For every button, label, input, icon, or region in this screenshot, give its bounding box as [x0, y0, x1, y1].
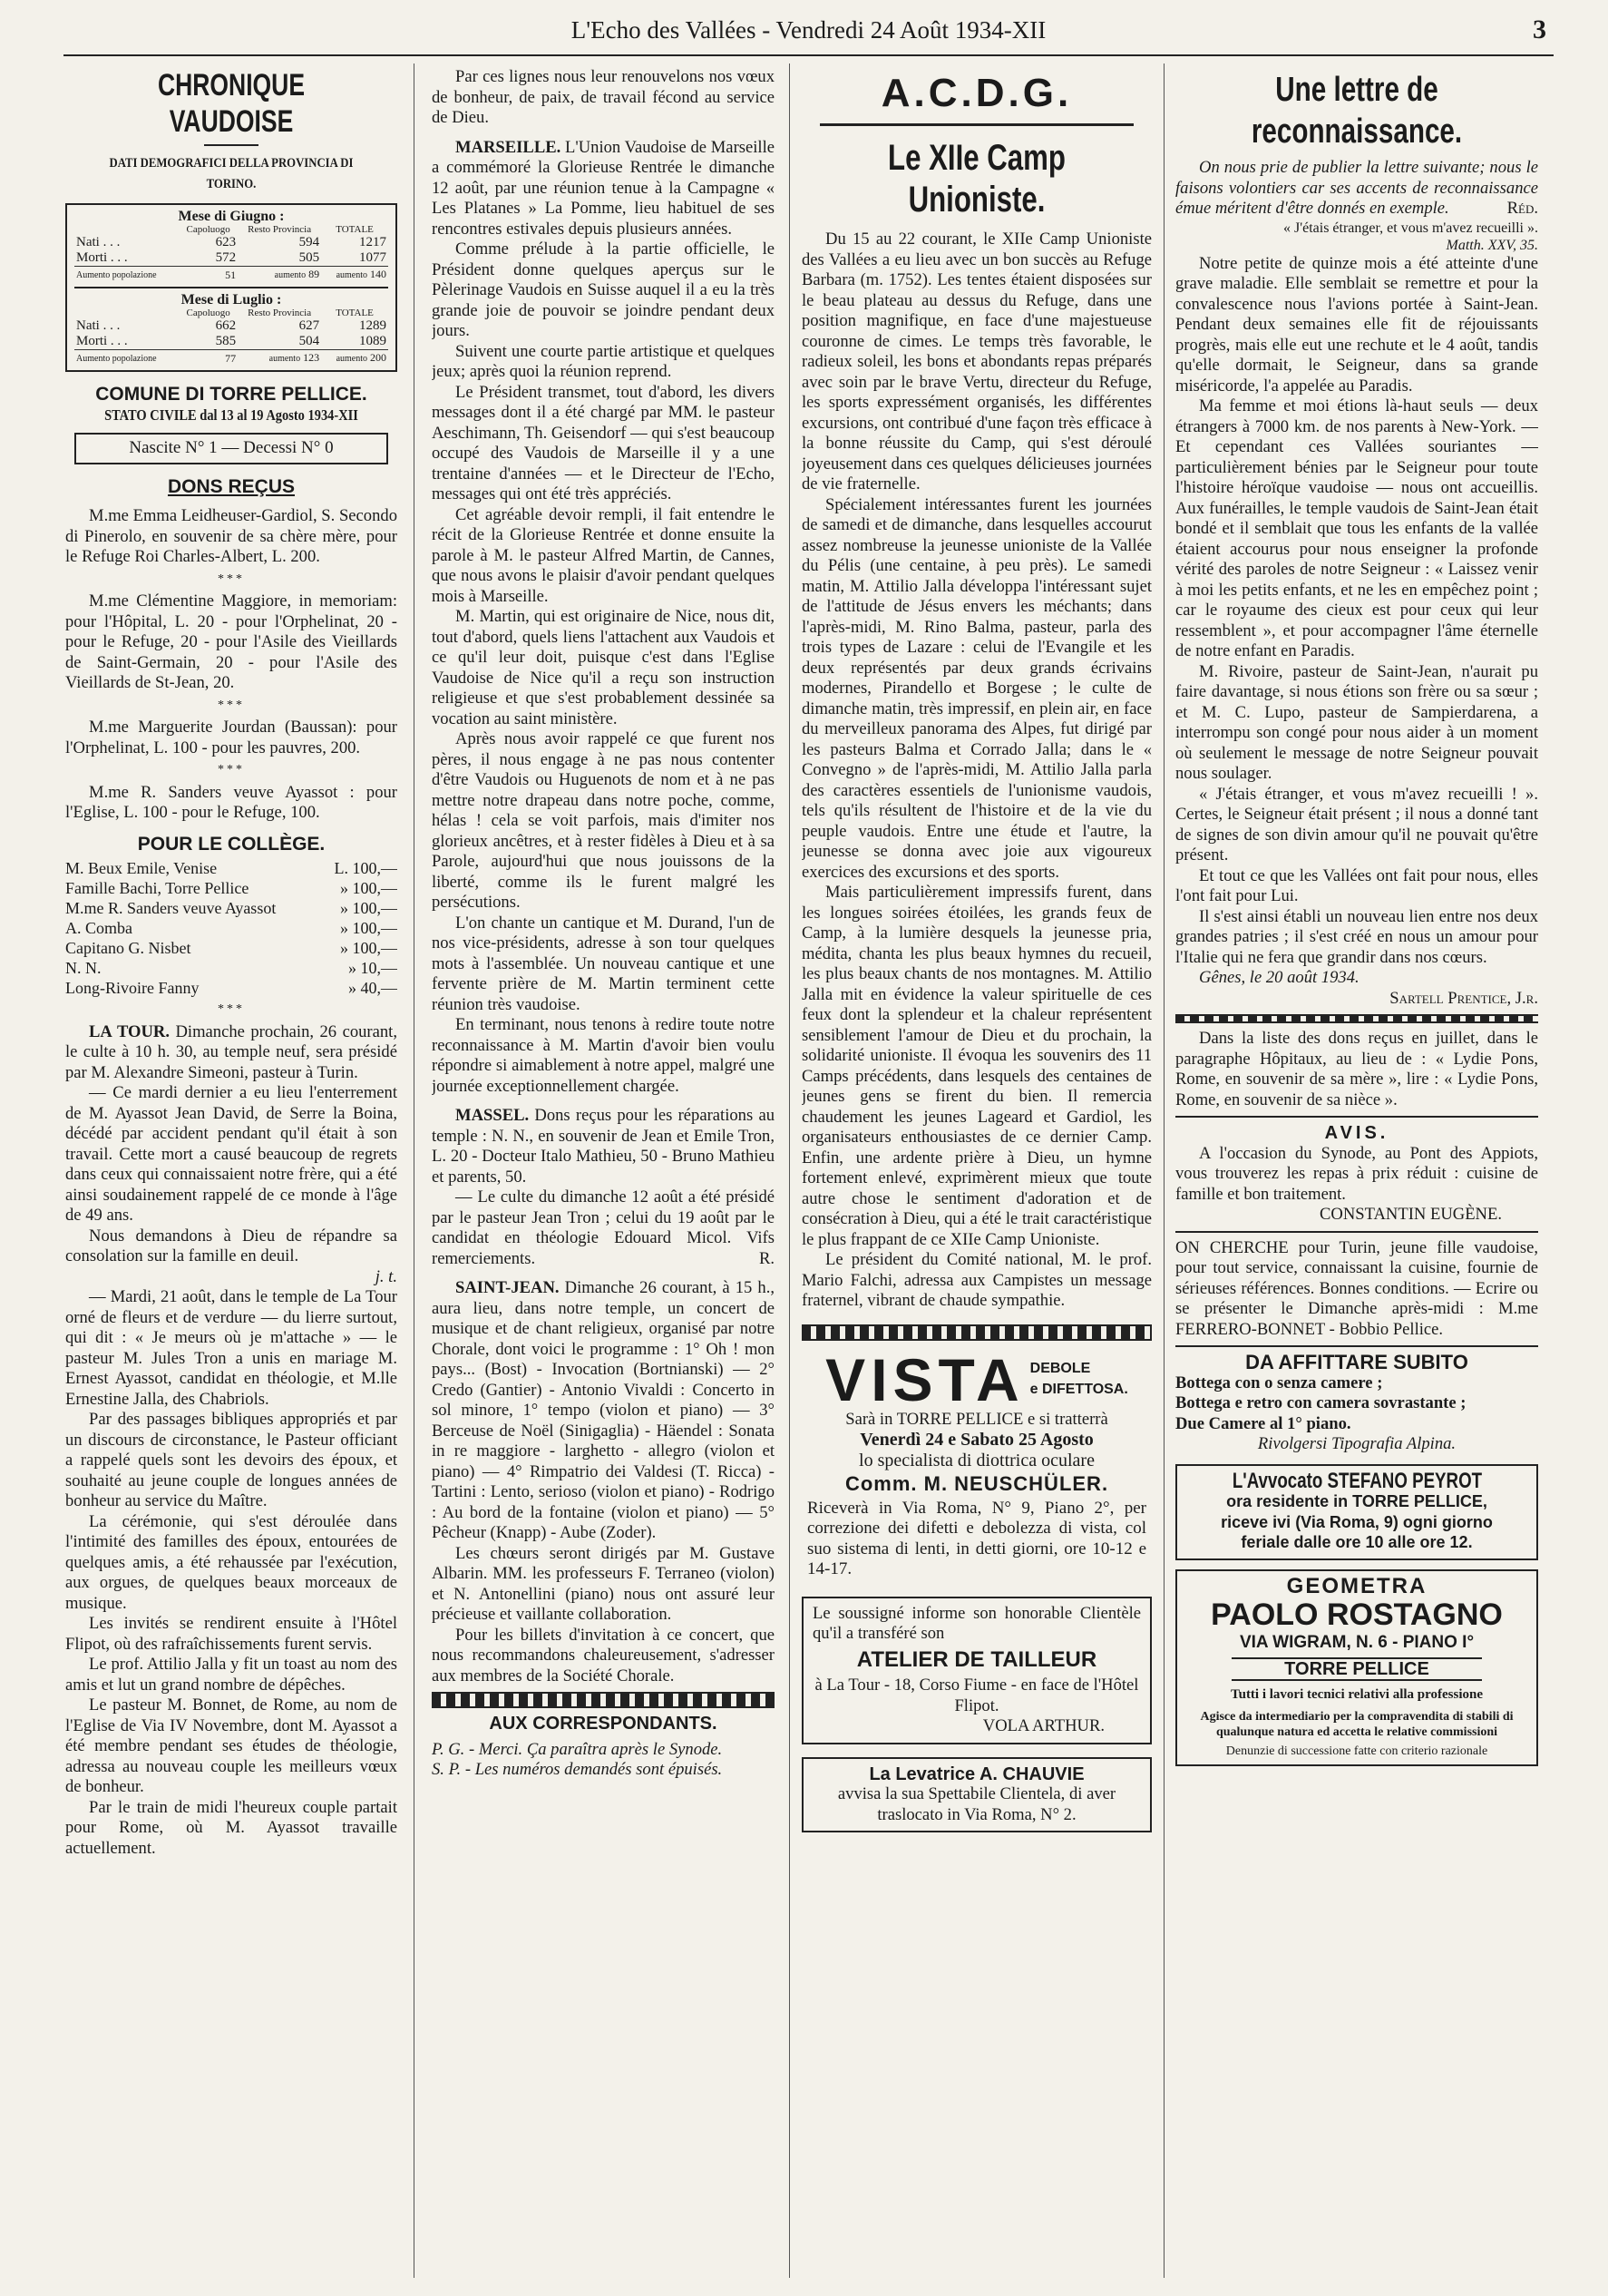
avvocato-line-3: riceve ivi (Via Roma, 9) ogni giorno	[1221, 1512, 1493, 1531]
stats-head: Capoluogo	[186, 308, 230, 318]
stats-month: Mese di Giugno :	[178, 209, 285, 224]
stats-cell: 585	[215, 334, 237, 348]
stats-cell: 627	[298, 318, 320, 333]
lettre-para: Il s'est ainsi établi un nouveau lien entre nos deux grandes patries ; il s'est créé en nous un amour pour l'Italie qui ne fera que grandir dans nos cœurs.	[1175, 906, 1538, 967]
levatrice-line-1: La Levatrice A. CHAUVIE	[869, 1764, 1085, 1784]
stats-cell: aumento 123	[268, 351, 320, 364]
lettre-para: M. Rivoire, pasteur de Saint-Jean, n'aurait pu faire davantage, si nous étions son frère ou sa sœur ; et M. C. Lupo, pasteur de Sampierdarena, a interrompu son congé pour nous aider à un moment où seulement le message de notre Seigneur pouvait nous soulager.	[1175, 661, 1538, 783]
stats-label: Aumento popolazione	[76, 353, 157, 364]
stats-cell: aumento 200	[336, 351, 386, 364]
latour-para: Le pasteur M. Bonnet, de Rome, au nom de l'Eglise de Via IV Novembre, dont M. Ayassot a été membre pendant ses études de théologie, adressa au nouveau couple les meilleurs vœux de bonheur.	[65, 1695, 397, 1796]
don-item: M.me R. Sanders veuve Ayassot : pour l'Eglise, L. 100 - pour le Refuge, 100.	[65, 782, 397, 822]
marseille-para: Comme prélude à la partie officielle, le Président donne quelques aperçus sur le Pèlerinage Vaudois en Suisse auquel il a eu la très grande joie de pouvoir se joindre pendant deux jours.	[432, 239, 775, 340]
stats-row	[74, 318, 388, 334]
latour-para-3: Nous demandons à Dieu de répandre sa consolation sur la famille en deuil.	[65, 1226, 397, 1265]
stats-cell: 51	[225, 268, 237, 281]
camp-para: Spécialement intéressantes furent les journées de samedi et de dimanche, dans lesquelles accourut assez nombreuse la jeunesse unioniste de la Vallée du Pélis (une centaine, à peu près). Le samedi matin, M. Attilio Jalla développa l'intéressant sujet de l'attitude de Jésus envers les méchants; dans l'après-midi, M. Rino Balma, pasteur, parla des trois types de Lazare : celui de l'Evangile et les deux représentés par deux grands écrivains modernes, Pirandello et Borgese ; le culte de dimanche matin, très impressif, en plein air, en face du merveilleux panorama des Alpes, fut dirigé par les pasteurs Balma et Corrado Jalla; dans le « Convegno » de l'après-midi, M. Attilio Jalla parla des caractères essentiels de l'unionisme vaudois, tels qu'ils résultent de l'histoire et de la vie du peuple vaudois. Entre une étude et l'autre, la jeunesse se donna avec joie aux vigoureux exercices des excursions et des sports.	[802, 494, 1152, 882]
page-header	[63, 13, 1554, 56]
latour-para-1: LA TOUR. Dimanche prochain, 26 courant, le culte à 10 h. 30, au temple neuf, sera présidé par M. Alexandre Simeoni, pasteur à Turin.	[65, 1021, 397, 1082]
geometra-line-6: Agisce da intermediario per la compravendita di stabili di qualunque natura ed accetta le relative commissioni	[1200, 1709, 1514, 1739]
stats-cell: 505	[298, 250, 320, 265]
lettre-para: Ma femme et moi étions là-haut seuls — deux étrangers à 7000 km. de nos parents à New-York. — Et cependant ces Vallées souriantes — particulièrement bénies par le Seigneur pour toute l'histoire héroïque vaudoise — nous ont accueillis. Aux funérailles, le temple vaudois de Saint-Jean était bondé et il semblait que tous les enfants de la vallée étaient accourus pour nous enseigner la profonde vérité des paroles de notre Seigneur : « Laissez venir à moi les petits enfants, et ne les en empêchez point ; car le royaume des cieux est pour ceux qui leur ressemblent », et pour accompagner l'âme éternelle de notre enfant en Paradis.	[1175, 396, 1538, 660]
levatrice-line-2: avvisa la sua Spettabile Clientela, di aver traslocato in Via Roma, N° 2.	[837, 1784, 1116, 1824]
latour-para: — Mardi, 21 août, dans le temple de La Tour orné de fleurs et de verdure — du lierre surtout, qui dit : « Je meurs où je m'attache » — le pasteur M. Jules Tron a unis en mariage M. Ernest Ayassot, candidat en théologie, et M.lle Ernestine Jalla, des Chabriols.	[65, 1287, 397, 1409]
corr-line-2: S. P. - Les numéros demandés sont épuisés.	[432, 1760, 723, 1779]
stats-head: Resto Provincia	[248, 224, 312, 235]
vista-word: VISTA	[825, 1345, 1025, 1413]
affittare-title: DA AFFITTARE SUBITO	[1245, 1351, 1468, 1373]
column-rule	[789, 64, 790, 2278]
avis-title: AVIS.	[1324, 1123, 1389, 1143]
marseille-para-1: MARSEILLE. L'Union Vaudoise de Marseille a commémoré la Glorieuse Rentrée le dimanche 12 août, par une réunion tenue à la Campagne « Les Platanes » La Pomme, lieu habituel de ses rencontres estivales depuis plusieurs années.	[432, 137, 775, 239]
stats-cell: aumento 140	[336, 268, 386, 280]
cherche-ad: ON CHERCHE pour Turin, jeune fille vaudoise, pour tout service, connaissant la cuisine, fournie de sérieuses références. Bonnes conditions. — Ecrire ou se présenter le Dimanche après-midi : M.me FERRERO-BONNET - Bobbio Pellice.	[1175, 1237, 1538, 1339]
column-1	[65, 60, 397, 2287]
stats-cell: 1289	[359, 318, 386, 333]
affittare-line-1: Bottega con o senza camere ;	[1175, 1373, 1383, 1392]
geometra-line-4: TORRE PELLICE	[1232, 1657, 1482, 1682]
decorative-border	[1175, 1014, 1538, 1023]
lettre-para: Notre petite de quinze mois a été atteinte d'une grave maladie. Elle semblait se remettre et pour la convalescence nous l'avions portée à Saint-Jean. Pendant deux semaines elle fit de réjouissants progrès, mais elle eut une rechute et le 4 août, tandis qu'elle dormait, le Seigneur, dans sa grande miséricorde, l'a appelée au Paradis.	[1175, 253, 1538, 396]
don-item: M.me Emma Leidheuser-Gardiol, S. Secondo di Pinerolo, en souvenir de sa chère mère, pour le Refuge Roi Charles-Albert, L. 200.	[65, 506, 397, 566]
stats-label: Nati . . .	[76, 235, 121, 249]
dons-title: DONS REÇUS	[167, 475, 296, 497]
avvocato-line-2: ora residente in TORRE PELLICE,	[1226, 1492, 1487, 1510]
avis-text: A l'occasion du Synode, au Pont des Appiots, vous trouverez les repas à prix réduit : cuisine de famille et bon traitement.	[1175, 1143, 1538, 1204]
don-item: M.me Clémentine Maggiore, in memoriam: pour l'Hôpital, L. 20 - pour l'Orphelinat, 20 - pour le Refuge, 20 - pour l'Asile des Vieillards de Saint-Germain, 20 - pour l'Asile des Vieillards de St-Jean, 20.	[65, 591, 397, 692]
separator-stars: ***	[218, 572, 245, 586]
stats-row	[74, 334, 388, 350]
geometra-line-3: VIA WIGRAM, N. 6 - PIANO I°	[1239, 1633, 1475, 1652]
tailleur-sig: VOLA ARTHUR.	[982, 1716, 1105, 1735]
stats-month: Mese di Luglio :	[180, 292, 282, 308]
college-name: N. N.	[65, 959, 102, 977]
corr-line-1: P. G. - Merci. Ça paraîtra après le Synode.	[432, 1739, 723, 1759]
college-row	[65, 878, 397, 898]
college-name: Capitano G. Nisbet	[65, 939, 191, 957]
correspondants-title: AUX CORRESPONDANTS.	[489, 1714, 717, 1734]
college-amount: » 100,—	[340, 879, 397, 897]
latour-para: Le prof. Attilio Jalla y fit un toast au nom des amis et lut un grand nombre de dépêches.	[65, 1655, 397, 1695]
stats-cell: 1089	[359, 334, 386, 348]
stjean-para-2: Les chœurs seront dirigés par M. Gustave Albarin. MM. les professeurs F. Terraneo (violon) et N. Antonellini (piano) nous ont assuré leur précieuse et vaillante collaboration.	[432, 1543, 775, 1624]
college-amount: » 100,—	[340, 919, 397, 937]
vista-line-2: Venerdì 24 e Sabato 25 Agosto	[860, 1430, 1094, 1450]
marseille-para: M. Martin, qui est originaire de Nice, nous dit, tout d'abord, quels liens l'attachent aux Vaudois et ce qu'il leur doit, puisque c'est dans l'Eglise Vaudoise de Nice qu'il a reçu son instruction religieuse et que s'est probablement dessinée sa vocation au saint ministère.	[432, 607, 775, 728]
lettre-date: Gênes, le 20 août 1934.	[1199, 968, 1359, 987]
vista-line-5: Riceverà in Via Roma, N° 9, Piano 2°, per correzione dei difetti e debolezza di vista, col suo sistema di lenti, in detti giorni, ore 10-12 e 14-17.	[807, 1498, 1146, 1578]
separator-stars: ***	[218, 1002, 245, 1016]
stjean-para-3: Pour les billets d'invitation à ce concert, que nous recommandons chaleureusement, s'adresser aux membres de la Société Chorale.	[432, 1625, 775, 1685]
tailleur-line-3: à La Tour - 18, Corso Fiume - en face de l'Hôtel Flipot.	[814, 1676, 1139, 1715]
stats-table	[74, 292, 388, 366]
college-row	[65, 858, 397, 878]
stats-head: Capoluogo	[186, 224, 230, 235]
avis-sig: CONSTANTIN EUGÈNE.	[1320, 1205, 1502, 1224]
col2-intro: Par ces lignes nous leur renouvelons nos vœux de bonheur, de paix, de travail fécond au service de Dieu.	[432, 67, 775, 127]
college-row	[65, 938, 397, 958]
stats-cell: 662	[215, 318, 237, 333]
tailleur-line-2: ATELIER DE TAILLEUR	[856, 1646, 1097, 1672]
separator-stars: ***	[218, 698, 245, 712]
column-3	[802, 60, 1152, 2287]
latour-para: Par des passages bibliques appropriés et par un discours de circonstance, le Pasteur officiant a rappelé quels sont les devoirs des époux, et souhaité au jeune couple de longues années de bonheur au service du Maître.	[65, 1410, 397, 1510]
stats-row	[74, 235, 388, 250]
nascite-box: Nascite N° 1 — Decessi N° 0	[74, 433, 388, 464]
tailleur-line-1: Le soussigné informe son honorable Clientèle qu'il a transféré son	[813, 1603, 1141, 1643]
masthead: L'Echo des Vallées - Vendredi 24 Août 1934-XII	[570, 16, 1047, 44]
college-amount: » 10,—	[348, 959, 397, 977]
stats-cell: 572	[215, 250, 237, 265]
college-amount: » 40,—	[348, 979, 397, 997]
latour-para: Les invités se rendirent ensuite à l'Hôtel Flipot, où des rafraîchissements furent servis.	[65, 1614, 397, 1654]
camp-para: Le président du Comité national, M. le prof. Mario Falchi, adressa aux Campistes un message fraternel, vibrant de chaude sympathie.	[802, 1250, 1152, 1310]
geometra-line-2: PAOLO ROSTAGNO	[1211, 1597, 1503, 1632]
latour-para: Par le train de midi l'heureux couple partait pour Rome, où M. Ayassot travaille actuellement.	[65, 1797, 397, 1858]
lettre-signature: Sartell Prentice, J.r.	[1389, 988, 1538, 1008]
acdg-title: A.C.D.G.	[881, 71, 1073, 115]
college-name: M. Beux Emile, Venise	[65, 859, 218, 877]
decorative-border	[432, 1692, 775, 1708]
vista-ad	[802, 1346, 1152, 1584]
college-name: A. Comba	[65, 919, 132, 937]
marseille-para: Cet agréable devoir rempli, il fait entendre le récit de la Glorieuse Rentrée et donne ensuite la parole à M. le pasteur Alfred Martin, de Cannes, que nous avons le plaisir d'avoir pendant quelques mois à Marseille.	[432, 504, 775, 606]
lettre-para: « J'étais étranger, et vous m'avez recueilli ! ». Certes, le Seigneur était présent ; il nous a donné tant de signes de son divin amour qu'il ne pouvait qu'être présent.	[1175, 784, 1538, 865]
geometra-line-5: Tutti i lavori tecnici relativi alla professione	[1230, 1687, 1484, 1702]
college-amount: » 100,—	[340, 939, 397, 957]
stats-label: Morti . . .	[76, 334, 128, 348]
avvocato-line-1: L'Avvocato STEFANO PEYROT	[1232, 1468, 1482, 1493]
stats-label: Morti . . .	[76, 250, 128, 265]
stats-cell: 623	[215, 235, 237, 249]
geometra-line-1: GEOMETRA	[1286, 1573, 1428, 1598]
lettre-intro: On nous prie de publier la lettre suivante; nous le faisons volontiers car ses accents de reconnaissance émue méritent d'être donnés en exemple. Réd.	[1175, 158, 1538, 218]
camp-para: Du 15 au 22 courant, le XIIe Camp Unioniste des Vallées a eu lieu avec un bon succès au Refuge Barbara (m. 1752). Les tentes étaient disposées sur le beau plateau au dessus du Refuge, dans une position magnifique, en face d'une majestueuse couronne de cimes. Le temps très favorable, le radieux soleil, les bons et abondants repas préparés avec soin par le brave Vertu, directeur du Refuge, les sports expressément organisés, les différentes excursions, ont contribué d'une façon très efficace à la bonne réussite du Camp, qui s'est déroulé joyeusement dans ces quelques délicieuses journées de vie fraternelle.	[802, 230, 1152, 493]
stats-cell: 594	[298, 235, 320, 249]
vista-side-1: DEBOLE	[1029, 1361, 1091, 1376]
stats-head: TOTALE	[336, 224, 374, 235]
vista-side-2: e DIFETTOSA.	[1029, 1381, 1128, 1397]
marseille-para: Après nous avoir rappelé ce que furent nos pères, il nous engage à ne pas nous contenter d'être Vaudois ou Huguenots de nom et à ne pas mettre notre drapeau dans notre poche, comme, hélas ! cela se voit parfois, mais d'imiter nos glorieux ancêtres, et à rester fidèles à Dieu et à sa Parole, aujourd'hui que nous jouissons de la liberté, comme ils le furent malgré les persécutions.	[432, 729, 775, 912]
decorative-border	[802, 1324, 1152, 1341]
marseille-para: Suivent une courte partie artistique et quelques jeux; après quoi la réunion reprend.	[432, 341, 775, 381]
stato-civile: STATO CIVILE dal 13 al 19 Agosto 1934-XII	[104, 405, 358, 424]
stats-table	[74, 209, 388, 283]
stats-cell: 77	[225, 351, 237, 365]
college-row	[65, 898, 397, 918]
tailleur-ad	[802, 1597, 1152, 1744]
marseille-para: Le Président transmet, tout d'abord, les divers messages dont il a été chargé par MM. le pasteur Aeschimann, Th. Geisendorf — qui s'est beaucoup occupé des Vaudois de Marseille il y a une trentaine d'années — et le Directeur de l'Echo, messages qui ont été très appréciés.	[432, 382, 775, 503]
stats-row	[74, 250, 388, 267]
camp-title: Le XIIe Camp Unioniste.	[888, 138, 1066, 220]
avvocato-line-4: feriale dalle ore 10 alle ore 12.	[1241, 1533, 1473, 1551]
affittare-line-4: Rivolgersi Tipografia Alpina.	[1257, 1434, 1457, 1453]
affittare-line-2: Bottega e retro con camera sovrastante ;	[1175, 1393, 1467, 1412]
lettre-title: Une lettre de reconnaissance.	[1251, 71, 1463, 151]
college-name: M.me R. Sanders veuve Ayassot	[65, 899, 277, 917]
latour-para: La cérémonie, qui s'est déroulée dans l'intimité des familles des époux, entourées de quelques amis, a été rehaussée par l'exécution, aux orgues, de quelques beaux morceaux de musique.	[65, 1511, 397, 1613]
levatrice-ad	[802, 1757, 1152, 1833]
stats-cell: 1077	[359, 250, 386, 265]
stats-label: Nati . . .	[76, 318, 121, 333]
column-2	[432, 60, 775, 2287]
column-rule	[1164, 64, 1165, 2278]
college-title: POUR LE COLLÈGE.	[137, 833, 326, 855]
vista-line-3: lo specialista di diottrica oculare	[859, 1450, 1095, 1470]
college-donations-table	[65, 858, 397, 998]
massel-para-2: — Le culte du dimanche 12 août a été présidé par le pasteur Jean Tron ; celui du 19 août par le candidat en théologie Edouard Micol. Vifs remerciements. R.	[432, 1187, 775, 1268]
column-4	[1175, 60, 1538, 2287]
don-item: M.me Marguerite Jourdan (Baussan): pour l'Orphelinat, L. 100 - pour les pauvres, 200.	[65, 718, 397, 757]
initials: j. t.	[375, 1266, 397, 1286]
stats-cell: 504	[298, 334, 320, 348]
massel-para-1: MASSEL. Dons reçus pour les réparations au temple : N. N., en souvenir de Jean et Emile Tron, L. 20 - Docteur Italo Mathieu, 50 - Bruno Mathieu et parents, 50.	[432, 1106, 775, 1187]
stats-cell: 1217	[359, 235, 386, 249]
college-name: Long-Rivoire Fanny	[65, 979, 200, 997]
camp-para: Mais particulièrement impressifs furent, dans les longues soirées étoilées, les grands feux de Camp, à la lumière desquels la jeunesse pria, médita, chanta les plus beaux hymnes du recueil, les plus beaux chants de nos montagnes. M. Attilio Jalla mit en évidence la valeur spirituelle de ces feux dont la splendeur et la chaleur représentent sensiblement l'amour de Dieu et du prochain, la solidarité unioniste. Il évoqua les souvenirs des 11 Camps précédents, dans lesquels des centaines de jeunes gens se firent du bien. Il remercia chaudement les jeunes Lageard et Gardiol, les organisateurs enthousiastes de ce dernier Camp. Enfin, une ardente prière à Dieu, un hymne fortement enlevé, exprimèrent mieux que toute autre chose le sentiment d'adoration et de consécration à Dieu, qui a été le trait caractéristique le plus frappant de ce XIIe Camp Unioniste.	[802, 883, 1152, 1249]
separator-stars: ***	[218, 763, 245, 777]
college-row	[65, 958, 397, 978]
vista-line-4: Comm. M. NEUSCHÜLER.	[844, 1472, 1109, 1495]
page-number: 3	[1533, 15, 1546, 44]
lettre-quote: « J'étais étranger, et vous m'avez recueilli ». Matth. XXV, 35.	[1282, 220, 1538, 253]
stats-label: Aumento popolazione	[76, 269, 157, 280]
stats-cell: aumento 89	[274, 268, 320, 280]
demographics-box	[65, 203, 397, 372]
chronique-title: CHRONIQUE VAUDOISE	[157, 68, 306, 139]
college-name: Famille Bachi, Torre Pellice	[65, 879, 249, 897]
marseille-para: En terminant, nous tenons à redire toute notre reconnaissance à M. Martin d'avoir bien voulu répondre si aimablement à notre appel, malgré une journée exceptionnellement chargée.	[432, 1015, 775, 1096]
stats-head: TOTALE	[336, 308, 374, 318]
stats-head: Resto Provincia	[248, 308, 312, 318]
geometra-line-7: Denunzie di successione fatte con criterio razionale	[1225, 1744, 1488, 1758]
marseille-para: L'on chante un cantique et M. Durand, l'un de nos vice-présidents, adresse à son tour quelques mots à l'assemblée. Un nouveau cantique et une fervente prière de M. Martin terminent cette réunion très vaudoise.	[432, 913, 775, 1014]
dati-title: DATI DEMOGRAFICI DELLA PROVINCIA DI TORINO.	[109, 156, 354, 191]
title-rule	[204, 144, 258, 146]
college-amount: L. 100,—	[334, 859, 397, 877]
stjean-para-1: SAINT-JEAN. Dimanche 26 courant, à 15 h., aura lieu, dans notre temple, un concert de musique et de chant religieux, organisé par notre Chorale, dont voici le programme : 1° Oh ! mon pays... (Bost) - Invocation (Bortnianski) — 2° Credo (Gantier) - Antonio Vivaldi : Concerto in sol minore, 1° tempo (violon et piano) — 3° Berceuse de Noël (Sinigaglia) - Häendel : Sonata in re maggiore - larghetto - allegro (violon et piano) — 4° Rimpatrio dei Valdesi (T. Ricca) - Tartini : Lento, serioso (violon et piano) - Rodrigo : Au bord de la fontaine (violon et piano) — 5° Pêcheur (Knapp) - Aube (Zoder).	[432, 1278, 775, 1542]
errata: Dans la liste des dons reçus en juillet, dans le paragraphe Hôpitaux, au lieu de : « Lydie Pons, Rome, en souvenir de sa mère », lire : « Lydie Pons, Rome, en souvenir de sa nièce ».	[1175, 1029, 1538, 1109]
lettre-para: Et tout ce que les Vallées ont fait pour nous, elles l'ont fait pour Lui.	[1175, 865, 1538, 905]
college-row	[65, 978, 397, 998]
affittare-line-3: Due Camere al 1° piano.	[1175, 1413, 1351, 1433]
avvocato-ad	[1175, 1464, 1538, 1560]
vista-line-1: Sarà in TORRE PELLICE e si tratterrà	[845, 1409, 1108, 1429]
college-row	[65, 918, 397, 938]
college-amount: » 100,—	[340, 899, 397, 917]
geometra-ad	[1175, 1569, 1538, 1766]
latour-para-2: — Ce mardi dernier a eu lieu l'enterrement de M. Ayassot Jean David, de Serre la Boina, décédé par accident pendant qu'il était à son travail. Cette mort a causé beaucoup de regrets dans ceux qui connaissaient notre frère, qui a été ainsi soudainement rappelé de ce monde à l'âge de 49 ans.	[65, 1083, 397, 1225]
comune-title: COMUNE DI TORRE PELLICE.	[95, 384, 367, 405]
